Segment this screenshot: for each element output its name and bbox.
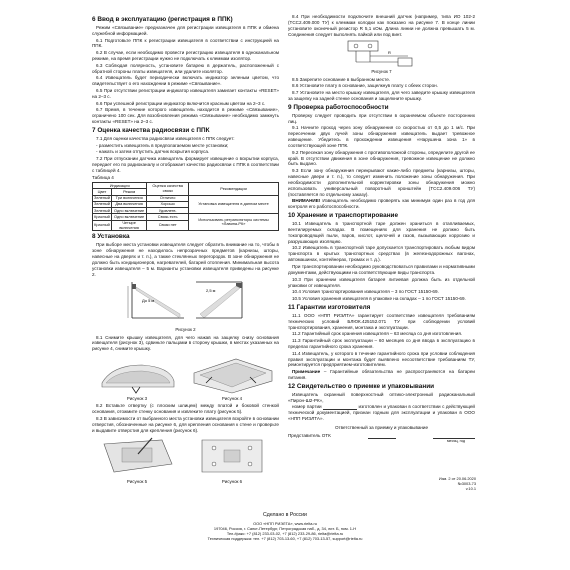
s10-paragraph: 10.3 При хранении извещателя батарея литиевая должна быть из отдельной упаковки от извещателя. — [288, 276, 475, 288]
table-cell: Связь есть — [147, 214, 189, 220]
s6-paragraph: 6.2 В случае, если необходимо провести регистрацию извещателя в одноканальном режиме, на время регистрации нужно не подключать к клеммам изолятор. — [92, 50, 279, 62]
s8-paragraph: 8.7 Установите на место крышку извещателя, для чего заведите крышку извещателя за защелку на задней стенке основания и защелкните крышку. — [288, 90, 475, 101]
s10-paragraph: При транспортировании необходимо руководствоваться правилами и нормативными документами, действующими на соответствующие виды транспорта. — [288, 263, 475, 275]
s12-paragraph: Извещатель охранный поверхностный оптико-электронный радиоканальный «Пирон-Ш2-РК», — [288, 391, 475, 403]
s11-paragraph: 11.2 Гарантийный срок хранения извещателя – 63 месяца со дня изготовления. — [292, 331, 463, 337]
table-cell: Хорошо — [147, 201, 189, 207]
figure-4-drawing — [186, 353, 278, 395]
s6-paragraph: 6.7 Время, в течение которого извещатель находится в режиме «Связывание», ограничено 100 сек. Для возобновления режима «Связывание» необходимо замкнуть контакты «RESET» на 2–3 с. — [92, 107, 279, 125]
figure-7 — [288, 38, 475, 75]
s6-paragraph: 6.6 При успешной регистрации индикатор включится красным цветом на 2–3 с. — [96, 100, 266, 106]
s9-paragraph: Проверку следует проводить при отсутствии в охраняемом объекте посторонних лиц. — [288, 112, 475, 124]
figure-3-caption: Рисунок 3 — [126, 396, 148, 402]
figure-2-distance-label: 2,5 м — [206, 288, 216, 294]
s11-note — [288, 369, 475, 381]
figures-3-4 — [92, 353, 279, 403]
table-cell: Установка извещателя в данном месте — [189, 195, 279, 214]
s7-paragraph: 7.2 При отпускании датчика извещатель формирует извещение о вскрытии корпуса, передает его по радиоканалу и отображает качество радиосвязи с ППК в соответствии с таблицей 4. — [92, 156, 279, 173]
table-header-cell: Режим — [111, 189, 146, 195]
s11-paragraph: 11.3 Гарантийный срок эксплуатации – 60 месяцев со дня ввода в эксплуатацию в пределах гарантийного срока хранения. — [288, 338, 475, 349]
otk-signature-row — [288, 433, 475, 439]
table-header-row — [93, 183, 279, 189]
figure-4 — [186, 353, 278, 403]
figure-7-caption: Рисунок 7 — [371, 69, 392, 75]
s12-batch-paragraph — [288, 404, 475, 422]
figure-6-caption: Рисунок 6 — [221, 479, 243, 485]
made-in-label: Сделано в России — [263, 512, 307, 518]
figure-5-caption: Рисунок 5 — [126, 479, 148, 485]
table-cell: Связи нет — [147, 220, 189, 231]
section-12-title: 12 Свидетельство о приемке и упаковывании — [288, 382, 435, 390]
table-cell: Одно включение — [111, 208, 146, 214]
section-6-title: 6 Ввод в эксплуатацию (регистрация в ППК) — [92, 16, 233, 23]
note-label: Примечание — [292, 369, 321, 375]
section-7-title: 7 Оценка качества радиосвязи с ППК — [92, 127, 210, 135]
company-line: ООО «НПП РИЭЛТА», www.rielta.ru — [253, 520, 317, 526]
stamp-line — [368, 438, 396, 439]
revision-line: №3003-73 — [457, 481, 476, 487]
s8-paragraph: 8.6 Установите плату в основание, защелкнув плату с обеих сторон. — [292, 83, 438, 89]
batch-text: изготовлен и упакован в соответствии с действующей технической документацией, признан годным для эксплуатации и упакован в ООО «НПП РИЭЛТА». — [288, 404, 475, 422]
s10-paragraph: 10.2 Извещатель в транспортной таре допускается транспортировать любым видом транспорта в крытых транспортных средствах (в железнодорожных вагонах, автомашинах, контейнерах, трюмах и т. д.). — [288, 245, 475, 263]
table-cell: Красный — [93, 220, 112, 231]
table-cell: Использовать ретрансляторы системы «Лавина-РК» — [189, 214, 279, 231]
s8-paragraph: 8.5 Закрепите основание в выбранном месте. — [292, 76, 391, 82]
s10-paragraph: 10.1 Извещатель в транспортной таре должен храниться в отапливаемых, вентилируемых складах. В помещениях для хранения не должно быть токопроводящей пыли, паров, кислот, щелочей и газов, вызывающих коррозию и разрушающих изоляцию. — [288, 221, 475, 244]
table-cell: Зеленый — [94, 207, 110, 213]
s6-paragraph: Режим «Связывание» предназначен для регистрации извещателя в ППК и обмена служебной информацией. — [92, 24, 279, 36]
table-cell: Удовлетв. — [147, 208, 189, 214]
figure-2-drawing — [92, 278, 279, 326]
figure-6-drawing — [186, 434, 278, 478]
address-line: 197046, Россия, г. Санкт-Петербург, Петроградская наб., д. 34, лит. Б, пом. 1-Н — [213, 525, 357, 531]
s8-4-paragraph: 8.4 При необходимости подключите внешний датчик (например, типа ИО 102-2 (ТСС2.409.000 ТУ) к клеммам колодки как показано на рисунке 7. В конце линии установите оконечный резистор R 5,1 кОм. Длина линии не должна превышать 5 м. Соединения следует выполнять пайкой или под винт. — [288, 14, 475, 37]
footer — [92, 512, 478, 542]
table-header-cell: Оценка качества связи — [147, 183, 189, 196]
table-header-cell: Цвет — [93, 189, 112, 195]
figure-2 — [92, 278, 279, 333]
note-text: – Гарантийные обязательства не распространяются на батареи питания. — [288, 369, 475, 381]
table-header-cell: Индикация — [93, 183, 147, 189]
s7-paragraph: 7.1 Для оценки качества радиосвязи извещателя с ППК следует: — [96, 135, 235, 141]
acceptance-responsible: Ответственный за приемку и упаковывание — [334, 425, 429, 431]
s7-paragraph: - нажать и затем отпустить датчик вскрытия корпуса. — [96, 149, 210, 155]
otk-label: Представитель ОТК — [288, 432, 331, 438]
table-cell: Одно включение — [111, 214, 146, 220]
warning-label: ВНИМАНИЕ! — [292, 198, 321, 204]
table-cell: Отлично — [147, 195, 189, 201]
s8-paragraph: 8.2 Вставьте отвертку (с плоским шлицем) между платой и боковой стенкой основания, отожмите стенку основания и извлеките плату (рисунок 5). — [92, 403, 279, 415]
s7-paragraph: - разместить извещатель в предполагаемом месте установки; — [96, 142, 229, 148]
phones-line: Тел./факс: +7 (812) 233-03-02, +7 (812) 233-29-86, rielta@rielta.ru — [226, 531, 344, 537]
section-10-title: 10 Хранение и транспортирование — [288, 212, 399, 220]
s6-paragraph: 6.5 При отсутствии регистрации индикатор извещателя замигает контакты «RESET» на 2–3 с. — [92, 88, 279, 99]
s11-paragraph: 11.4 Извещатель, у которого в течение гарантийного срока при условии соблюдения правил эксплуатации и монтажа будет выявлено несоответствие требованиям ТУ, ремонтируется предприятием-изготовителем. — [288, 350, 475, 368]
table-cell: Зеленый — [94, 201, 110, 207]
right-column — [288, 14, 475, 444]
figure-6 — [186, 434, 278, 486]
s10-paragraph: 10.4 Условия транспортирования извещателя – 3 по ГОСТ 15150-69. — [292, 289, 439, 295]
figure-5 — [92, 434, 182, 486]
batch-label: номер партии — [292, 404, 322, 410]
section-9-title: 9 Проверка работоспособности — [288, 103, 389, 111]
s11-paragraph: 11.1 ООО «НПП РИЭЛТА» гарантирует соответствие извещателя требованиям технических условий БЛЮК.425152.071 ТУ при соблюдении условий транспортирования, хранения, монтажа и эксплуатации. — [288, 312, 475, 330]
left-column — [92, 14, 279, 487]
s9-warning — [288, 198, 475, 210]
s9-paragraph: 9.2 Пересекая зону обнаружения с противоположной стороны, определите другой ее край. В отсутствии движения в зоне обнаружения, тревожное извещение не должно быть выдано. — [288, 149, 475, 167]
s8-paragraph: 8.1 Снимите крышку извещателя, для чего нажав на защелку снизу основания извещателя (рисунок 3), сдвиньте пальцами в сторону крышки, в местах указанных на рисунке 4, снимите крышку. — [92, 334, 279, 352]
table-caption: Таблица 4 — [92, 174, 114, 180]
figure-3-drawing — [92, 357, 182, 395]
section-8-title: 8 Установка — [92, 233, 130, 241]
figures-5-6 — [92, 434, 279, 486]
s8-paragraph: При выборе места установки извещателя следует обратить внимание на то, чтобы в зоне обнаружения не находилось непрозрачных предметов (карнизы, шторы, навесные на дверях и т. п.), а также стеклянных перегородок. В зоне обнаружения не должно быть кондиционеров, нагревателей, батарей отопления. Минимальная высота установки извещателя – 5 м. Варианты установки извещателя приведены на рисунке 2. — [92, 242, 279, 277]
warning-text: Извещатель необходимо проверять как минимум один раз в год для контроля его работоспособности. — [288, 198, 475, 210]
table-cell: Четыре включения — [111, 220, 146, 231]
table-cell: Три включения — [111, 195, 146, 201]
figure-7-drawing — [288, 38, 475, 68]
s6-paragraph: 6.4 Извещатель будет периодически включать индикатор зеленым цветом, что свидетельствует о его нахождении в режиме «Связывание». — [92, 75, 279, 87]
revision-line: Изм. 2 от 20.06.2020 — [438, 476, 476, 481]
figure-2-caption: Рисунок 2 — [175, 327, 196, 333]
table-header-cell: Рекомендации — [189, 183, 279, 196]
support-line: Техническая поддержка: тел. +7 (812) 703-13-60, +7 (812) 703-13-57, support@rielta.ru — [207, 536, 363, 542]
figure-4-caption: Рисунок 4 — [221, 396, 243, 402]
indication-table — [92, 182, 279, 231]
table-cell: Зеленый — [94, 195, 110, 201]
figure-2-height-label: До 5 м — [142, 298, 155, 304]
s9-paragraph: 9.1 Начните проход через зону обнаружения со скоростью от 0,5 до 1 м/с. При пересечении двух лучей зоны обнаружения извещатель выдает тревожное извещение. Убедитесь в прохождении извещения «Нарушена зона 1» в соответствующей зоне ППК. — [288, 125, 475, 148]
date-caption: месяц, год — [447, 438, 465, 443]
s6-paragraph: 6.3 Соблюдая полярность, установите батарею в держатель, расположенный с обратной стороны платы извещателя, или удалите изолятор. — [92, 62, 279, 74]
figure-5-drawing — [92, 434, 182, 478]
revision-line: v.10.1 — [465, 486, 476, 492]
table-cell: Два включения — [111, 201, 146, 207]
s10-paragraph: 10.5 Условия хранения извещателя в упаковке на складах – 1 по ГОСТ 15150-69. — [292, 296, 466, 302]
s8-paragraph: 8.3 В зависимости от выбранного места установки извещателя вскройте в основании отверстия, обозначенные на рисунке 6, для крепления основания к стене и проверьте и выдавите отверстия для крепления (рисунок 6). — [92, 415, 279, 433]
s6-paragraph: 6.1 Подготовьте ППК к регистрации извещателя в соответствии с инструкцией на ППК. — [92, 37, 279, 49]
figure-3 — [92, 357, 182, 403]
s9-paragraph: 9.3 Если зону обнаружения перекрывают какие-либо предметы (карнизы, шторы, навесные двери и т. п.), то следует изменить положение зоны обнаружения. При необходимости дополнительной корректировки зоны обнаружения можно использовать универсальный поворотный кронштейн (ТСС2.409.006 ТУ) (поставляется по отдельному заказу). — [288, 168, 475, 197]
section-11-title: 11 Гарантии изготовителя — [288, 303, 371, 311]
revision-block — [430, 476, 476, 491]
figure-7-resistor-label: R — [388, 50, 391, 56]
table-cell: Красный — [94, 213, 110, 219]
